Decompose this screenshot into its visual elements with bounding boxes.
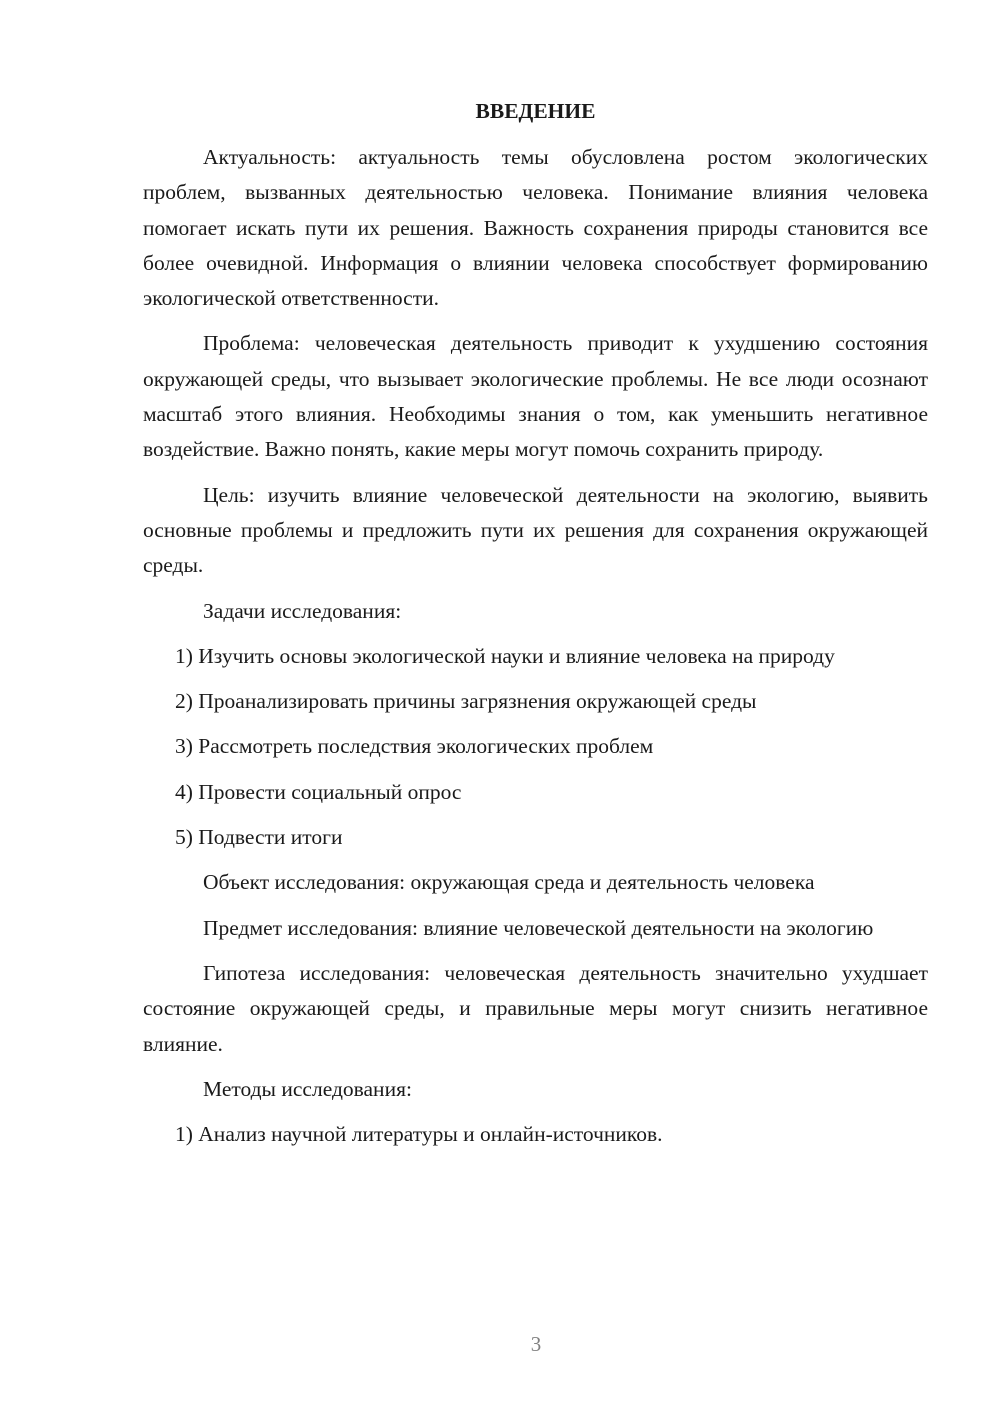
task-item-1: 1) Изучить основы экологической науки и влияние человека на природу bbox=[175, 643, 835, 668]
page-number: 3 bbox=[530, 1332, 542, 1356]
task-item-2: 2) Проанализировать причины загрязнения окружающей среды bbox=[175, 689, 757, 714]
methods-heading: Методы исследования: bbox=[203, 1076, 412, 1101]
relevance-paragraph: Актуальность: актуальность темы обусловлена ростом экологических проблем, вызванных деятельностью человека. Понимание влияния человека помогает искать пути их решения. Важность сохранения природы становится все более очевидной. Информация о влиянии человека способствует формированию экологической ответственности. bbox=[143, 145, 928, 311]
task-item-3: 3) Рассмотреть последствия экологических проблем bbox=[175, 734, 654, 759]
problem-paragraph: Проблема: человеческая деятельность приводит к ухудшению состояния окружающей среды, что вызывает экологические проблемы. Не все люди осознают масштаб этого влияния. Необходимы знания о том, как уменьшить негативное воздействие. Важно понять, какие меры могут помочь сохранить природу. bbox=[143, 331, 928, 462]
method-item-1: 1) Анализ научной литературы и онлайн-источников. bbox=[175, 1122, 663, 1147]
task-item-4: 4) Провести социальный опрос bbox=[175, 779, 462, 804]
section-title: ВВЕДЕНИЕ bbox=[475, 99, 596, 123]
goal-paragraph: Цель: изучить влияние человеческой деятельности на экологию, выявить основные проблемы и предложить пути их решения для сохранения окружающей среды. bbox=[143, 482, 928, 578]
task-item-5: 5) Подвести итоги bbox=[175, 825, 343, 850]
subject-paragraph: Предмет исследования: влияние человеческой деятельности на экологию bbox=[203, 915, 874, 940]
tasks-heading: Задачи исследования: bbox=[203, 598, 402, 623]
document-page bbox=[143, 96, 928, 1162]
object-paragraph: Объект исследования: окружающая среда и деятельность человека bbox=[203, 870, 815, 895]
hypothesis-paragraph: Гипотеза исследования: человеческая деятельность значительно ухудшает состояние окружающей среды, и правильные меры могут снизить негативное влияние. bbox=[143, 960, 928, 1056]
